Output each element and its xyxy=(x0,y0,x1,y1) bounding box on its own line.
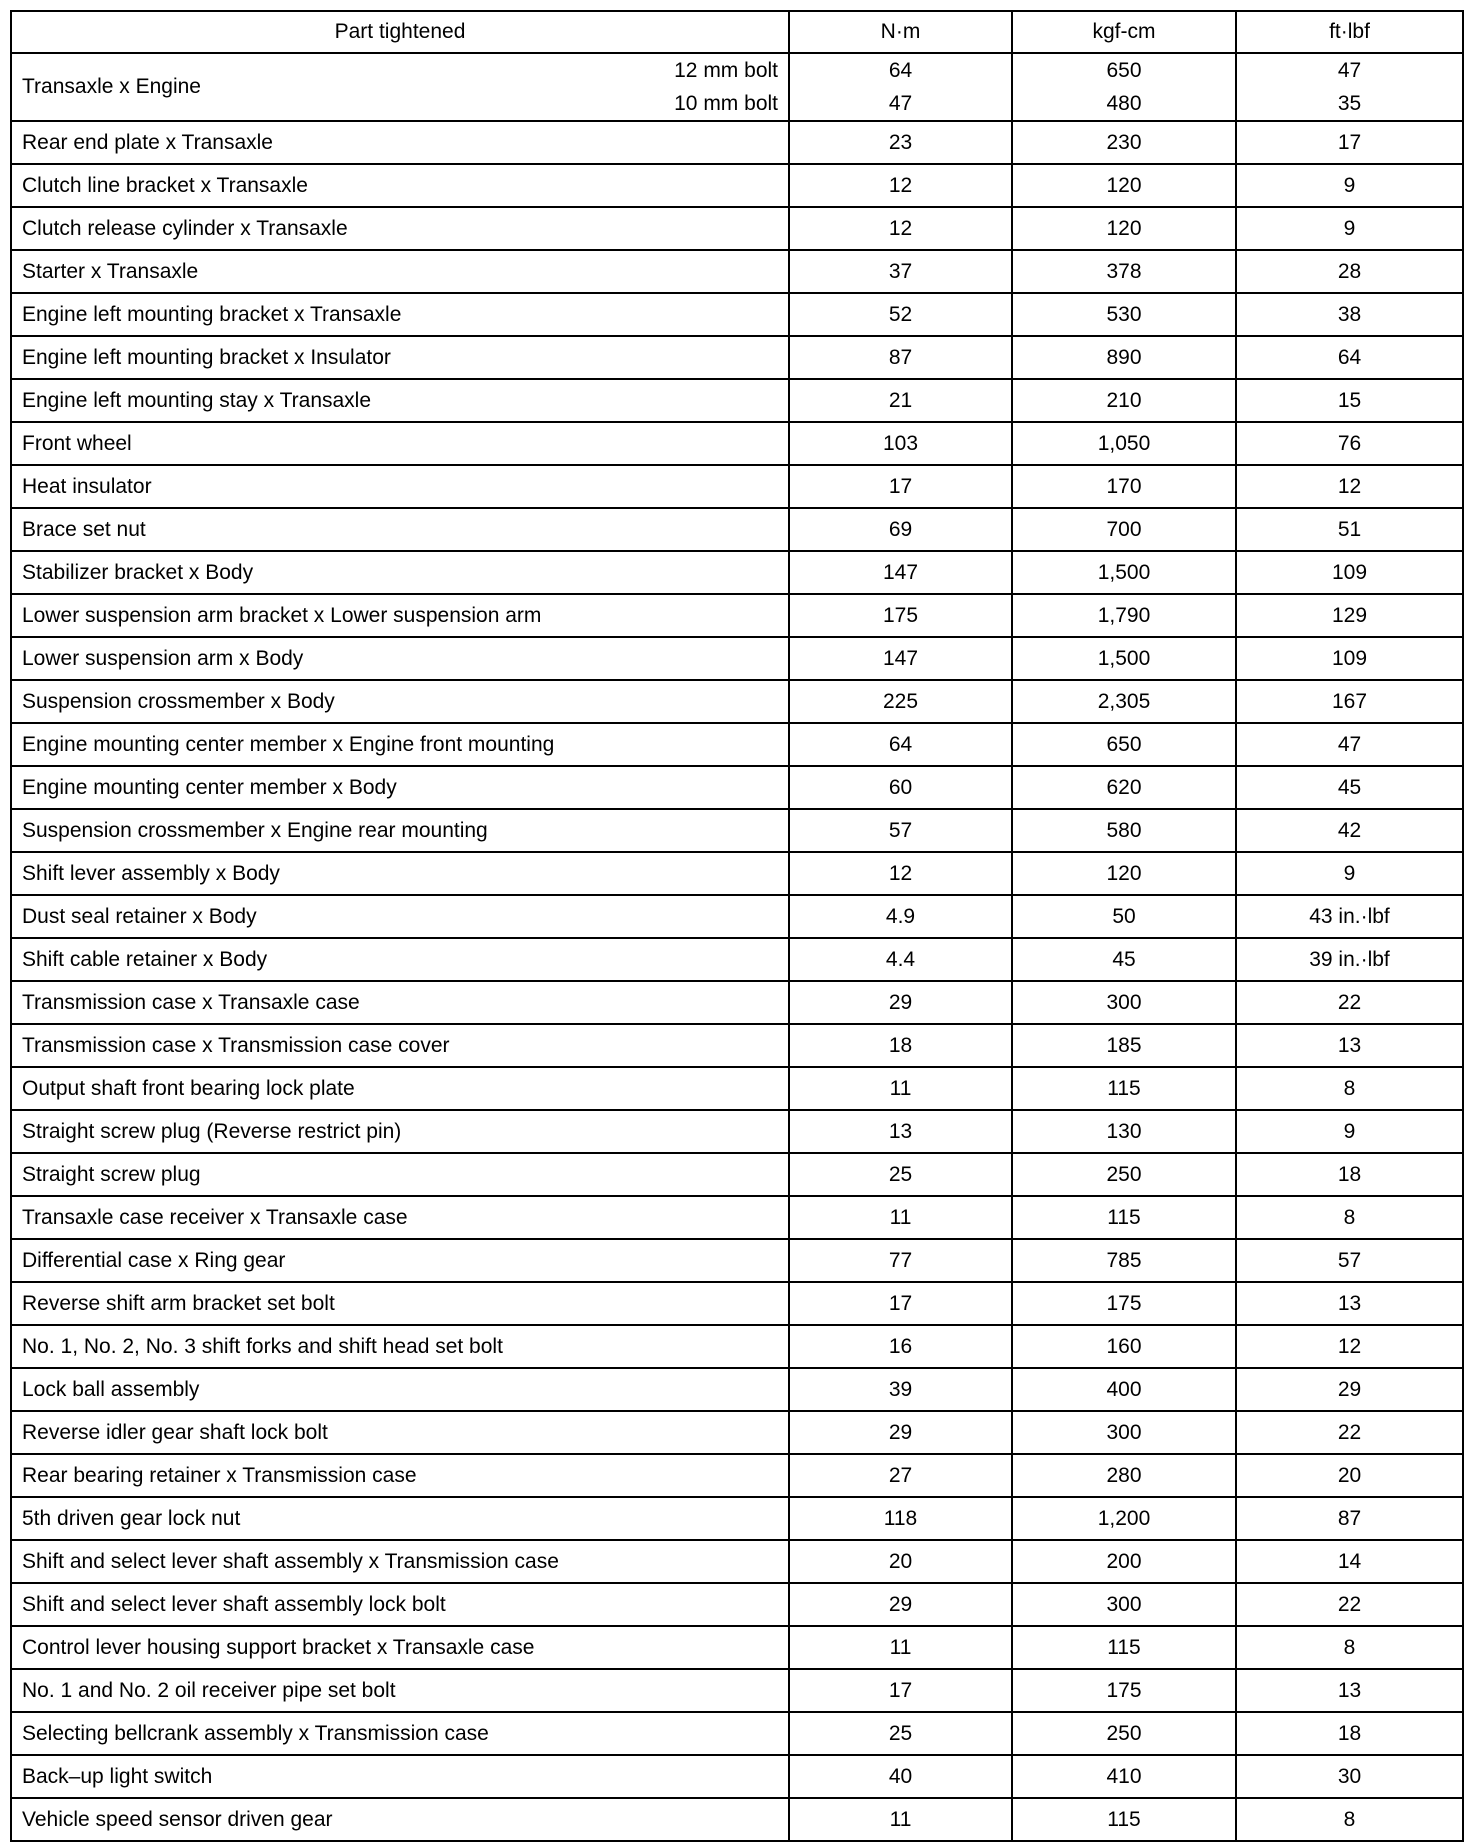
ft-lbf-cell: 9 xyxy=(1236,852,1463,895)
header-row xyxy=(11,11,1463,53)
kgf-cm-cell: 210 xyxy=(1012,379,1236,422)
table-row xyxy=(11,121,1463,164)
nm-cell: 103 xyxy=(789,422,1012,465)
nm-cell: 17 xyxy=(789,1669,1012,1712)
part-cell: Output shaft front bearing lock plate xyxy=(11,1067,789,1110)
nm-cell: 11 xyxy=(789,1798,1012,1841)
ft-lbf-cell: 167 xyxy=(1236,680,1463,723)
ft-lbf-cell: 13 xyxy=(1236,1669,1463,1712)
kgf-cm-cell: 175 xyxy=(1012,1669,1236,1712)
part-name: Transaxle x Engine xyxy=(22,75,201,98)
nm-cell: 37 xyxy=(789,250,1012,293)
table-row xyxy=(11,981,1463,1024)
ft-lbf-cell: 18 xyxy=(1236,1712,1463,1755)
table-row xyxy=(11,680,1463,723)
ft-lbf-value: 35 xyxy=(1337,92,1362,115)
kgf-cm-cell: 250 xyxy=(1012,1153,1236,1196)
part-cell: No. 1 and No. 2 oil receiver pipe set bolt xyxy=(11,1669,789,1712)
nm-cell: 12 xyxy=(789,164,1012,207)
table-row xyxy=(11,1411,1463,1454)
kgf-cm-cell: 200 xyxy=(1012,1540,1236,1583)
table-row xyxy=(11,895,1463,938)
ft-lbf-cell: 109 xyxy=(1236,637,1463,680)
part-cell: Lower suspension arm x Body xyxy=(11,637,789,680)
nm-cell: 17 xyxy=(789,465,1012,508)
table-row xyxy=(11,422,1463,465)
kgf-cm-cell: 1,500 xyxy=(1012,637,1236,680)
part-cell: Shift and select lever shaft assembly lock bolt xyxy=(11,1583,789,1626)
nm-cell: 40 xyxy=(789,1755,1012,1798)
part-cell: Engine mounting center member x Body xyxy=(11,766,789,809)
kgf-cm-cell: 378 xyxy=(1012,250,1236,293)
table-row xyxy=(11,1067,1463,1110)
table-row xyxy=(11,1153,1463,1196)
ft-lbf-cell: 18 xyxy=(1236,1153,1463,1196)
table-row xyxy=(11,293,1463,336)
part-cell: Engine left mounting bracket x Transaxle xyxy=(11,293,789,336)
part-cell: Transmission case x Transaxle case xyxy=(11,981,789,1024)
kgf-cm-cell: 410 xyxy=(1012,1755,1236,1798)
table-row xyxy=(11,1755,1463,1798)
kgf-cm-cell: 530 xyxy=(1012,293,1236,336)
nm-cell: 17 xyxy=(789,1282,1012,1325)
part-cell: Shift lever assembly x Body xyxy=(11,852,789,895)
table-row xyxy=(11,766,1463,809)
nm-cell: 23 xyxy=(789,121,1012,164)
ft-lbf-cell: 29 xyxy=(1236,1368,1463,1411)
bolt-size-list xyxy=(674,54,778,120)
table-row xyxy=(11,938,1463,981)
nm-cell: 118 xyxy=(789,1497,1012,1540)
nm-cell: 29 xyxy=(789,1583,1012,1626)
ft-lbf-cell: 51 xyxy=(1236,508,1463,551)
header-kgf-cm: kgf-cm xyxy=(1012,11,1236,53)
table-row xyxy=(11,809,1463,852)
nm-cell: 4.9 xyxy=(789,895,1012,938)
nm-cell: 87 xyxy=(789,336,1012,379)
table-row xyxy=(11,1368,1463,1411)
kgf-cm-cell: 700 xyxy=(1012,508,1236,551)
part-cell: Suspension crossmember x Body xyxy=(11,680,789,723)
table-row xyxy=(11,1454,1463,1497)
kgf-cm-cell: 230 xyxy=(1012,121,1236,164)
nm-cell: 64 xyxy=(789,723,1012,766)
nm-cell: 52 xyxy=(789,293,1012,336)
header-ft-lbf: ft·lbf xyxy=(1236,11,1463,53)
ft-lbf-cell: 13 xyxy=(1236,1024,1463,1067)
kgf-cm-cell: 280 xyxy=(1012,1454,1236,1497)
table-row xyxy=(11,1540,1463,1583)
ft-lbf-cell: 43 in.·lbf xyxy=(1236,895,1463,938)
kgf-cm-cell: 170 xyxy=(1012,465,1236,508)
nm-cell: 60 xyxy=(789,766,1012,809)
table-row xyxy=(11,336,1463,379)
kgf-cm-cell: 1,200 xyxy=(1012,1497,1236,1540)
table-row xyxy=(11,1669,1463,1712)
ft-lbf-cell: 12 xyxy=(1236,465,1463,508)
table-row xyxy=(11,1196,1463,1239)
part-cell xyxy=(11,53,789,121)
ft-lbf-cell: 30 xyxy=(1236,1755,1463,1798)
kgf-cm-cell: 185 xyxy=(1012,1024,1236,1067)
table-row xyxy=(11,1712,1463,1755)
table-row xyxy=(11,164,1463,207)
nm-cell: 13 xyxy=(789,1110,1012,1153)
nm-cell: 21 xyxy=(789,379,1012,422)
kgf-cm-cell: 120 xyxy=(1012,207,1236,250)
kgf-cm-cell: 130 xyxy=(1012,1110,1236,1153)
header-part-tightened: Part tightened xyxy=(11,11,789,53)
ft-lbf-cell: 9 xyxy=(1236,164,1463,207)
part-cell: Selecting bellcrank assembly x Transmission case xyxy=(11,1712,789,1755)
kgf-cm-cell: 115 xyxy=(1012,1626,1236,1669)
part-cell: Clutch line bracket x Transaxle xyxy=(11,164,789,207)
kgf-cm-cell: 115 xyxy=(1012,1196,1236,1239)
ft-lbf-cell: 22 xyxy=(1236,981,1463,1024)
part-cell: Control lever housing support bracket x Transaxle case xyxy=(11,1626,789,1669)
ft-lbf-cell: 14 xyxy=(1236,1540,1463,1583)
kgf-cm-cell xyxy=(1012,53,1236,121)
nm-cell: 11 xyxy=(789,1196,1012,1239)
kgf-cm-cell: 580 xyxy=(1012,809,1236,852)
nm-cell: 29 xyxy=(789,1411,1012,1454)
ft-lbf-cell: 45 xyxy=(1236,766,1463,809)
ft-lbf-cell: 9 xyxy=(1236,207,1463,250)
nm-cell: 39 xyxy=(789,1368,1012,1411)
nm-cell: 147 xyxy=(789,551,1012,594)
part-cell: Transaxle case receiver x Transaxle case xyxy=(11,1196,789,1239)
kgf-cm-cell: 650 xyxy=(1012,723,1236,766)
nm-cell: 11 xyxy=(789,1626,1012,1669)
nm-cell: 25 xyxy=(789,1712,1012,1755)
ft-lbf-cell: 76 xyxy=(1236,422,1463,465)
kgf-cm-cell: 45 xyxy=(1012,938,1236,981)
nm-value: 64 xyxy=(888,59,913,82)
kgf-cm-cell: 1,500 xyxy=(1012,551,1236,594)
kgf-cm-cell: 890 xyxy=(1012,336,1236,379)
table-row xyxy=(11,594,1463,637)
ft-lbf-cell: 17 xyxy=(1236,121,1463,164)
torque-spec-sheet xyxy=(10,10,1462,1842)
ft-lbf-cell: 42 xyxy=(1236,809,1463,852)
part-cell: Reverse idler gear shaft lock bolt xyxy=(11,1411,789,1454)
part-cell: No. 1, No. 2, No. 3 shift forks and shift head set bolt xyxy=(11,1325,789,1368)
ft-lbf-cell: 64 xyxy=(1236,336,1463,379)
kgf-cm-cell: 160 xyxy=(1012,1325,1236,1368)
kgf-cm-cell: 115 xyxy=(1012,1067,1236,1110)
ft-lbf-value: 47 xyxy=(1337,59,1362,82)
nm-cell: 225 xyxy=(789,680,1012,723)
bolt-size: 12 mm bolt xyxy=(674,59,778,82)
ft-lbf-cell: 47 xyxy=(1236,723,1463,766)
ft-lbf-cell: 28 xyxy=(1236,250,1463,293)
torque-table xyxy=(10,10,1464,1842)
table-row xyxy=(11,1798,1463,1841)
ft-lbf-cell: 8 xyxy=(1236,1626,1463,1669)
nm-cell xyxy=(789,53,1012,121)
part-cell: Shift and select lever shaft assembly x Transmission case xyxy=(11,1540,789,1583)
part-cell: Back–up light switch xyxy=(11,1755,789,1798)
kgf-cm-cell: 785 xyxy=(1012,1239,1236,1282)
part-cell: Reverse shift arm bracket set bolt xyxy=(11,1282,789,1325)
table-row xyxy=(11,379,1463,422)
ft-lbf-cell: 8 xyxy=(1236,1067,1463,1110)
ft-lbf-cell: 8 xyxy=(1236,1196,1463,1239)
kgf-cm-cell: 300 xyxy=(1012,981,1236,1024)
kgf-cm-cell: 120 xyxy=(1012,164,1236,207)
table-row xyxy=(11,637,1463,680)
table-row xyxy=(11,551,1463,594)
kgf-cm-cell: 1,050 xyxy=(1012,422,1236,465)
table-row xyxy=(11,852,1463,895)
ft-lbf-cell: 15 xyxy=(1236,379,1463,422)
kgf-cm-cell: 300 xyxy=(1012,1583,1236,1626)
part-cell: Transmission case x Transmission case cover xyxy=(11,1024,789,1067)
table-row xyxy=(11,207,1463,250)
table-row xyxy=(11,723,1463,766)
kgf-cm-value: 480 xyxy=(1106,92,1142,115)
nm-cell: 175 xyxy=(789,594,1012,637)
nm-cell: 77 xyxy=(789,1239,1012,1282)
part-cell: Stabilizer bracket x Body xyxy=(11,551,789,594)
bolt-size: 10 mm bolt xyxy=(674,92,778,115)
nm-cell: 147 xyxy=(789,637,1012,680)
table-row xyxy=(11,1282,1463,1325)
table-row xyxy=(11,1110,1463,1153)
part-cell: Straight screw plug (Reverse restrict pin) xyxy=(11,1110,789,1153)
part-cell: Starter x Transaxle xyxy=(11,250,789,293)
nm-cell: 27 xyxy=(789,1454,1012,1497)
ft-lbf-cell: 109 xyxy=(1236,551,1463,594)
kgf-cm-cell: 300 xyxy=(1012,1411,1236,1454)
table-row xyxy=(11,1325,1463,1368)
kgf-cm-cell: 250 xyxy=(1012,1712,1236,1755)
table-row xyxy=(11,508,1463,551)
part-cell: Dust seal retainer x Body xyxy=(11,895,789,938)
kgf-cm-cell: 115 xyxy=(1012,1798,1236,1841)
part-cell: Rear end plate x Transaxle xyxy=(11,121,789,164)
table-row xyxy=(11,465,1463,508)
nm-cell: 29 xyxy=(789,981,1012,1024)
kgf-cm-cell: 175 xyxy=(1012,1282,1236,1325)
nm-value: 47 xyxy=(888,92,913,115)
kgf-cm-cell: 2,305 xyxy=(1012,680,1236,723)
nm-cell: 4.4 xyxy=(789,938,1012,981)
part-cell: Brace set nut xyxy=(11,508,789,551)
ft-lbf-cell: 57 xyxy=(1236,1239,1463,1282)
table-row xyxy=(11,1239,1463,1282)
part-cell: Differential case x Ring gear xyxy=(11,1239,789,1282)
part-cell: Clutch release cylinder x Transaxle xyxy=(11,207,789,250)
table-row xyxy=(11,1497,1463,1540)
ft-lbf-cell: 38 xyxy=(1236,293,1463,336)
kgf-cm-cell: 50 xyxy=(1012,895,1236,938)
kgf-cm-value: 650 xyxy=(1106,59,1142,82)
ft-lbf-cell: 12 xyxy=(1236,1325,1463,1368)
ft-lbf-cell: 22 xyxy=(1236,1583,1463,1626)
ft-lbf-cell xyxy=(1236,53,1463,121)
table-row xyxy=(11,250,1463,293)
nm-cell: 11 xyxy=(789,1067,1012,1110)
ft-lbf-cell: 87 xyxy=(1236,1497,1463,1540)
header-nm: N·m xyxy=(789,11,1012,53)
part-cell: Front wheel xyxy=(11,422,789,465)
part-cell: Lock ball assembly xyxy=(11,1368,789,1411)
table-row xyxy=(11,1626,1463,1669)
kgf-cm-cell: 620 xyxy=(1012,766,1236,809)
nm-cell: 69 xyxy=(789,508,1012,551)
part-cell: Vehicle speed sensor driven gear xyxy=(11,1798,789,1841)
ft-lbf-cell: 9 xyxy=(1236,1110,1463,1153)
nm-cell: 25 xyxy=(789,1153,1012,1196)
part-cell: Engine left mounting bracket x Insulator xyxy=(11,336,789,379)
table-row xyxy=(11,1583,1463,1626)
ft-lbf-cell: 8 xyxy=(1236,1798,1463,1841)
ft-lbf-cell: 129 xyxy=(1236,594,1463,637)
table-row xyxy=(11,1024,1463,1067)
kgf-cm-cell: 120 xyxy=(1012,852,1236,895)
nm-cell: 20 xyxy=(789,1540,1012,1583)
ft-lbf-cell: 13 xyxy=(1236,1282,1463,1325)
nm-cell: 18 xyxy=(789,1024,1012,1067)
part-cell: 5th driven gear lock nut xyxy=(11,1497,789,1540)
ft-lbf-cell: 39 in.·lbf xyxy=(1236,938,1463,981)
part-cell: Rear bearing retainer x Transmission case xyxy=(11,1454,789,1497)
part-cell: Engine left mounting stay x Transaxle xyxy=(11,379,789,422)
part-cell: Heat insulator xyxy=(11,465,789,508)
part-cell: Shift cable retainer x Body xyxy=(11,938,789,981)
nm-cell: 57 xyxy=(789,809,1012,852)
ft-lbf-cell: 22 xyxy=(1236,1411,1463,1454)
nm-cell: 12 xyxy=(789,852,1012,895)
nm-cell: 16 xyxy=(789,1325,1012,1368)
kgf-cm-cell: 1,790 xyxy=(1012,594,1236,637)
part-cell: Suspension crossmember x Engine rear mounting xyxy=(11,809,789,852)
part-cell: Straight screw plug xyxy=(11,1153,789,1196)
table-row xyxy=(11,53,1463,121)
nm-cell: 12 xyxy=(789,207,1012,250)
kgf-cm-cell: 400 xyxy=(1012,1368,1236,1411)
ft-lbf-cell: 20 xyxy=(1236,1454,1463,1497)
part-cell: Engine mounting center member x Engine front mounting xyxy=(11,723,789,766)
part-cell: Lower suspension arm bracket x Lower suspension arm xyxy=(11,594,789,637)
